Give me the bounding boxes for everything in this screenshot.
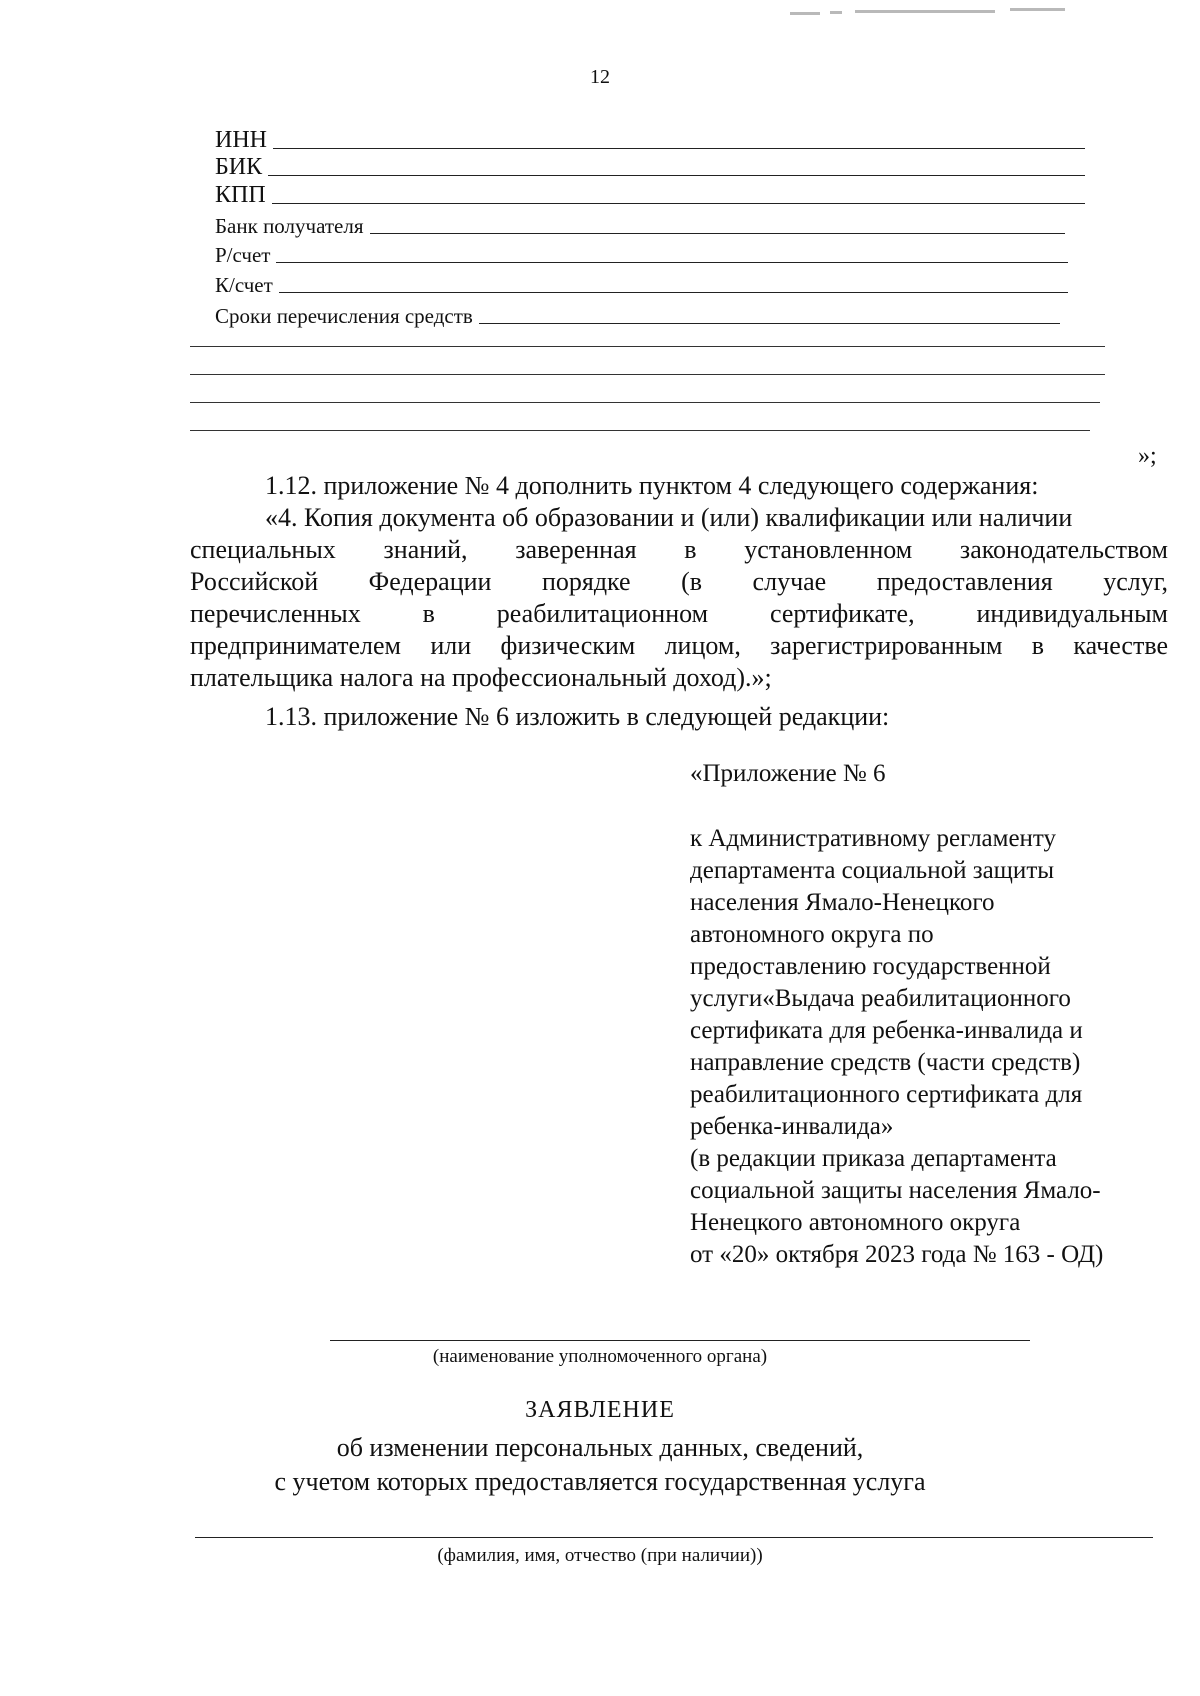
applicant-name-line[interactable] — [195, 1537, 1153, 1538]
fill-line — [273, 147, 1085, 149]
appendix-line: (в редакции приказа департамента — [690, 1145, 1057, 1172]
appendix-heading: «Приложение № 6 — [690, 760, 886, 787]
appendix-line: к Административному регламенту — [690, 825, 1057, 852]
appendix-line: социальной защиты населения Ямало- — [690, 1177, 1101, 1204]
form-subtitle-line1: об изменении персональных данных, сведений, — [336, 1433, 864, 1462]
scan-artifact — [790, 12, 820, 15]
appendix-line: услуги«Выдача реабилитационного — [690, 985, 1071, 1012]
fill-line — [276, 261, 1068, 263]
appendix-line: Ненецкого автономного округа — [690, 1209, 1021, 1236]
scan-artifact — [830, 11, 842, 14]
appendix-line: сертификата для ребенка-инвалида и — [690, 1017, 1083, 1044]
field-inn[interactable] — [215, 128, 1085, 154]
field-transfer-terms[interactable] — [215, 303, 1060, 329]
item-intro: 1.12. приложение № 4 дополнить пунктом 4 следующего содержания: — [265, 471, 1039, 500]
appendix-line: реабилитационного сертификата для — [690, 1081, 1083, 1108]
fill-line — [268, 174, 1085, 176]
fill-line — [479, 322, 1060, 324]
form-subtitle-line2: с учетом которых предоставляется государственная услуга — [274, 1467, 926, 1496]
field-kpp[interactable] — [215, 183, 1085, 209]
item-text-line: Российской Федерации порядке (в случае предоставления услуг, — [190, 567, 1168, 596]
field-label: Р/счет — [215, 243, 271, 267]
appendix-line: автономного округа по — [690, 921, 934, 948]
appendix-line: предоставлению государственной — [690, 953, 1051, 980]
item-text-line: специальных знаний, заверенная в установленном законодательством — [190, 535, 1168, 564]
field-label: БИК — [215, 154, 263, 180]
field-label: ИНН — [215, 127, 267, 153]
field-label: Сроки перечисления средств — [215, 304, 473, 328]
item-text-line: плательщика налога на профессиональный доход).»; — [190, 663, 772, 692]
scan-artifact — [1010, 8, 1065, 11]
field-label: Банк получателя — [215, 214, 364, 238]
form-title: ЗАЯВЛЕНИЕ — [525, 1397, 675, 1423]
field-label: КПП — [215, 182, 266, 208]
field-corr-account[interactable] — [215, 272, 1068, 298]
blank-line — [190, 374, 1105, 375]
appendix-line: ребенка-инвалида» — [690, 1113, 894, 1140]
scan-artifact — [855, 10, 995, 13]
appendix-line: направление средств (части средств) — [690, 1049, 1081, 1076]
appendix-line: населения Ямало-Ненецкого — [690, 889, 995, 916]
item-text-line: предпринимателем или физическим лицом, зарегистрированным в качестве — [190, 631, 1168, 660]
field-bank[interactable] — [215, 213, 1065, 239]
fill-line — [272, 202, 1085, 204]
item-intro: 1.13. приложение № 6 изложить в следующей редакции: — [265, 702, 890, 731]
item-1-12 — [190, 470, 1168, 694]
item-text-line: перечисленных в реабилитационном сертификате, индивидуальным — [190, 599, 1168, 628]
appendix-line: от «20» октября 2023 года № 163 - ОД) — [690, 1241, 1104, 1268]
field-settlement-account[interactable] — [215, 242, 1068, 268]
field-label: К/счет — [215, 273, 273, 297]
applicant-name-caption: (фамилия, имя, отчество (при наличии)) — [437, 1545, 763, 1566]
authority-field-line[interactable] — [330, 1340, 1030, 1341]
appendix-block — [690, 823, 1180, 1271]
blank-line — [190, 346, 1105, 347]
blank-line — [190, 402, 1100, 403]
authority-caption: (наименование уполномоченного органа) — [432, 1346, 768, 1367]
appendix-line: департамента социальной защиты — [690, 857, 1055, 884]
fill-line — [370, 232, 1066, 234]
item-1-13 — [190, 701, 1168, 733]
page-number: 12 — [590, 66, 610, 88]
closing-quote: »; — [1138, 443, 1157, 469]
item-text-line: «4. Копия документа об образовании и (или) квалификации или наличии — [265, 503, 1073, 532]
field-bik[interactable] — [215, 155, 1085, 181]
blank-line — [190, 430, 1090, 431]
fill-line — [279, 291, 1068, 293]
